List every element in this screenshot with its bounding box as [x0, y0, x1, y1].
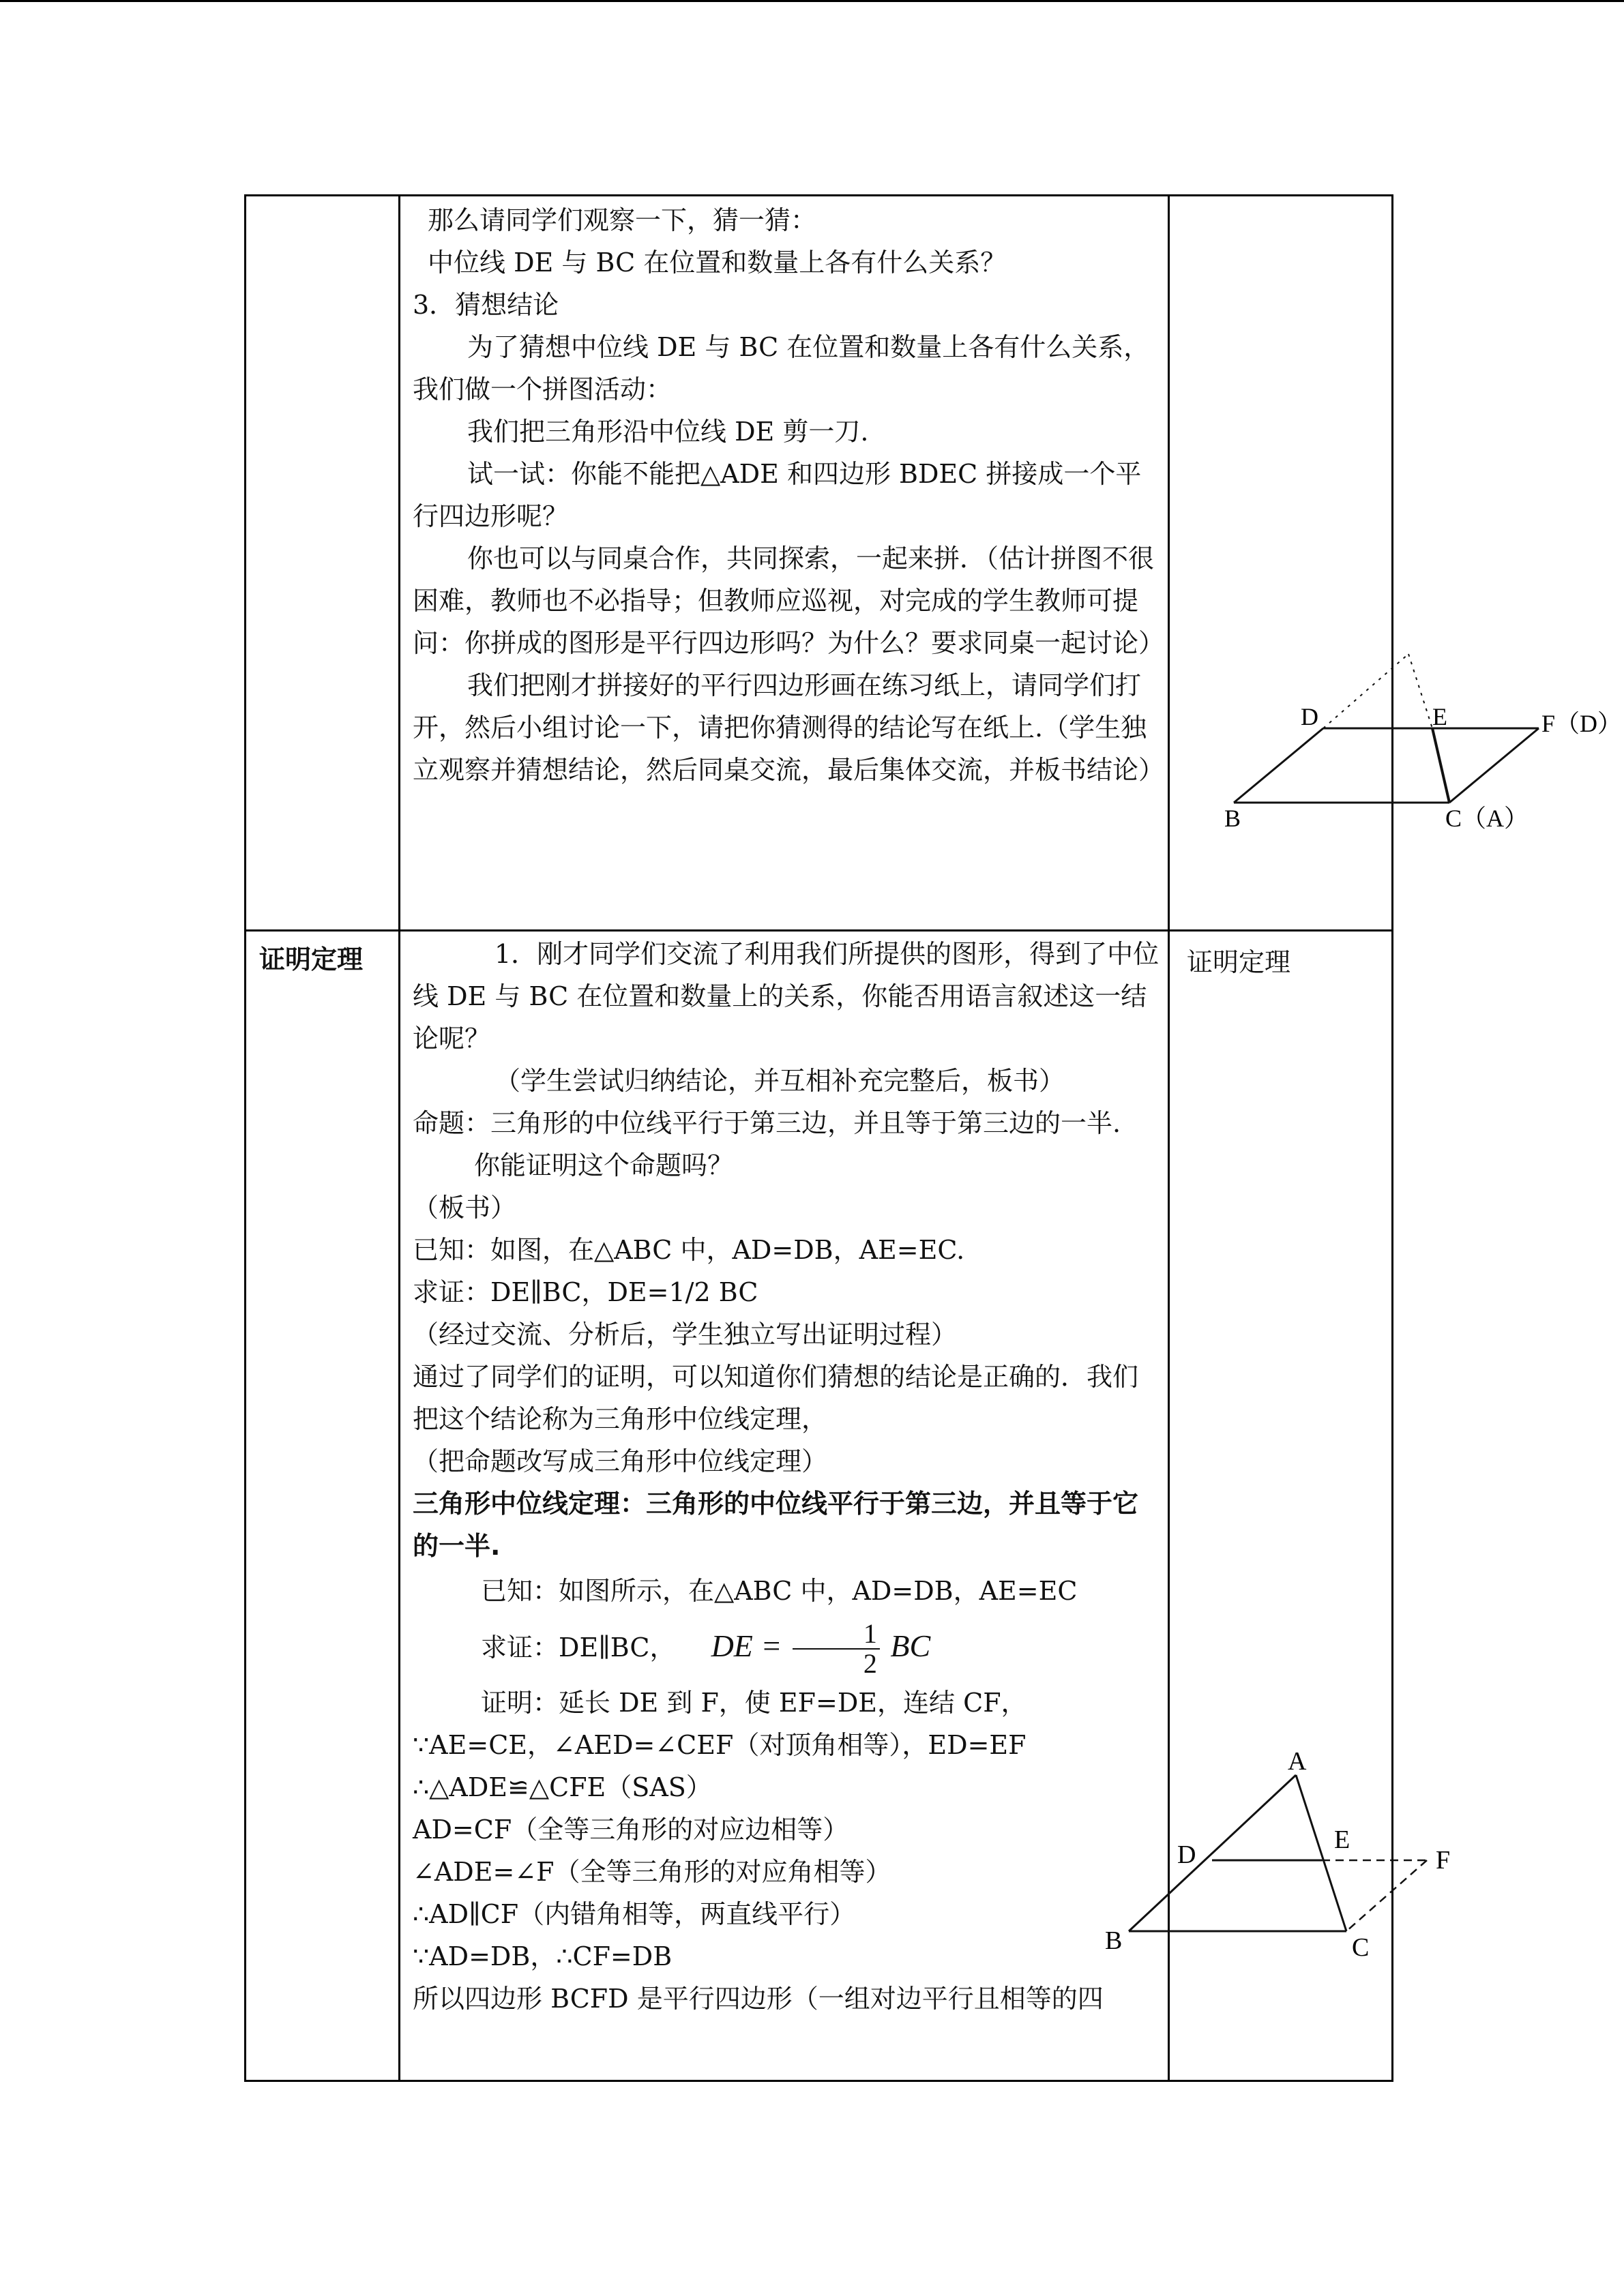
- table-border-col2: [398, 194, 400, 2082]
- proof-line: 所以四边形 BCFD 是平行四边形（一组对边平行且相等的四: [413, 1984, 1104, 2014]
- parallelogram-figure: [1214, 634, 1624, 839]
- label-D: D: [1301, 703, 1318, 730]
- table-border-top: [244, 194, 1393, 196]
- page-top-border: [0, 0, 1624, 2]
- fraction: [793, 1620, 880, 1678]
- label-D: D: [1177, 1840, 1196, 1869]
- theorem-statement: 三角形中位线定理：三角形的中位线平行于第三边，并且等于它的一半.: [413, 1489, 1139, 1561]
- paragraph: 通过了同学们的证明，可以知道你们猜想的结论是正确的．我们把这个结论称为三角形中位线定理，: [413, 1362, 1139, 1434]
- label-E: E: [1432, 703, 1447, 730]
- given-statement: 已知：如图所示，在△ABC 中，AD=DB，AE=EC: [481, 1576, 1078, 1606]
- right-column-label: 证明定理: [1187, 947, 1291, 977]
- label-B: B: [1224, 805, 1241, 832]
- label-B: B: [1105, 1926, 1123, 1955]
- fraction-denominator: 2: [863, 1648, 877, 1680]
- section2-text: [413, 933, 1163, 2020]
- proof-line: AD=CF（全等三角形的对应边相等）: [413, 1815, 849, 1845]
- label-E: E: [1334, 1825, 1350, 1854]
- paragraph: 为了猜想中位线 DE 与 BC 在位置和数量上各有什么关系，我们做一个拼图活动：: [413, 332, 1150, 404]
- text-line: 中位线 DE 与 BC 在位置和数量上各有什么关系？: [428, 248, 1007, 278]
- text-line: （经过交流、分析后，学生独立写出证明过程）: [413, 1320, 958, 1350]
- proof-line: 证明：延长 DE 到 F，使 EF=DE，连结 CF，: [481, 1688, 1027, 1718]
- text-line: 你能证明这个命题吗？: [474, 1150, 734, 1180]
- proof-line: ∵AE=CE，∠AED=∠CEF（对顶角相等），ED=EF: [413, 1730, 1027, 1760]
- proof-line: ∴△ADE≌△CFE（SAS）: [413, 1772, 712, 1802]
- row-divider: [244, 929, 1393, 931]
- paragraph: 1．刚才同学们交流了利用我们所提供的图形，得到了中位线 DE 与 BC 在位置和数量上的关系，你能否用语言叙述这一结论呢？: [413, 939, 1160, 1054]
- label-F-D: F（D）: [1541, 710, 1623, 737]
- prove-line: 求证：DE∥BC，DE=1/2 BC: [413, 1277, 758, 1307]
- text-line: （板书）: [413, 1193, 517, 1223]
- proof-line: ∠ADE=∠F（全等三角形的对应角相等）: [413, 1857, 891, 1887]
- formula-lhs: DE =: [711, 1628, 782, 1663]
- section1-text: [413, 199, 1163, 791]
- row-label-proof: 证明定理: [259, 944, 364, 974]
- table-border-left: [244, 194, 246, 2082]
- paragraph: 我们把三角形沿中位线 DE 剪一刀.: [467, 417, 869, 447]
- prove-prefix: 求证：DE∥BC，: [481, 1632, 676, 1663]
- proposition: 命题：三角形的中位线平行于第三边，并且等于第三边的一半.: [413, 1108, 1121, 1138]
- subheading: 3．猜想结论: [413, 290, 559, 320]
- text-line: （把命题改写成三角形中位线定理）: [413, 1446, 828, 1476]
- triangle-midline-figure: [1098, 1746, 1480, 1971]
- paragraph: 你也可以与同桌合作，共同探索，一起来拼．（估计拼图不很困难，教师也不必指导；但教师应巡视，对完成的学生教师可提问：你拼成的图形是平行四边形吗？为什么？要求同桌一起讨论）: [413, 543, 1165, 658]
- paragraph: （学生尝试归纳结论，并互相补充完整后，板书）: [494, 1066, 1065, 1096]
- given-line: 已知：如图，在△ABC 中，AD=DB，AE=EC.: [413, 1235, 965, 1265]
- label-A: A: [1288, 1747, 1307, 1776]
- fraction-numerator: 1: [793, 1620, 880, 1650]
- proof-line: ∵AD=DB，∴CF=DB: [413, 1941, 673, 1971]
- paragraph: 我们把刚才拼接好的平行四边形画在练习纸上，请同学们打开，然后小组讨论一下，请把你猜测得的结论写在纸上.（学生独立观察并猜想结论，然后同桌交流，最后集体交流，并板书结论）: [413, 670, 1165, 785]
- proof-line: ∴AD∥CF（内错角相等，两直线平行）: [413, 1899, 856, 1929]
- paragraph: 试一试：你能不能把△ADE 和四边形 BDEC 拼接成一个平行四边形呢？: [413, 459, 1142, 531]
- formula-rhs: BC: [890, 1628, 931, 1663]
- text-line: 那么请同学们观察一下，猜一猜：: [428, 205, 817, 235]
- prove-statement: [413, 1612, 1163, 1682]
- label-C: C: [1352, 1933, 1370, 1962]
- table-border-bottom: [244, 2080, 1393, 2082]
- label-F: F: [1436, 1846, 1451, 1875]
- formula: [711, 1618, 931, 1680]
- label-C-A: C（A）: [1445, 805, 1529, 832]
